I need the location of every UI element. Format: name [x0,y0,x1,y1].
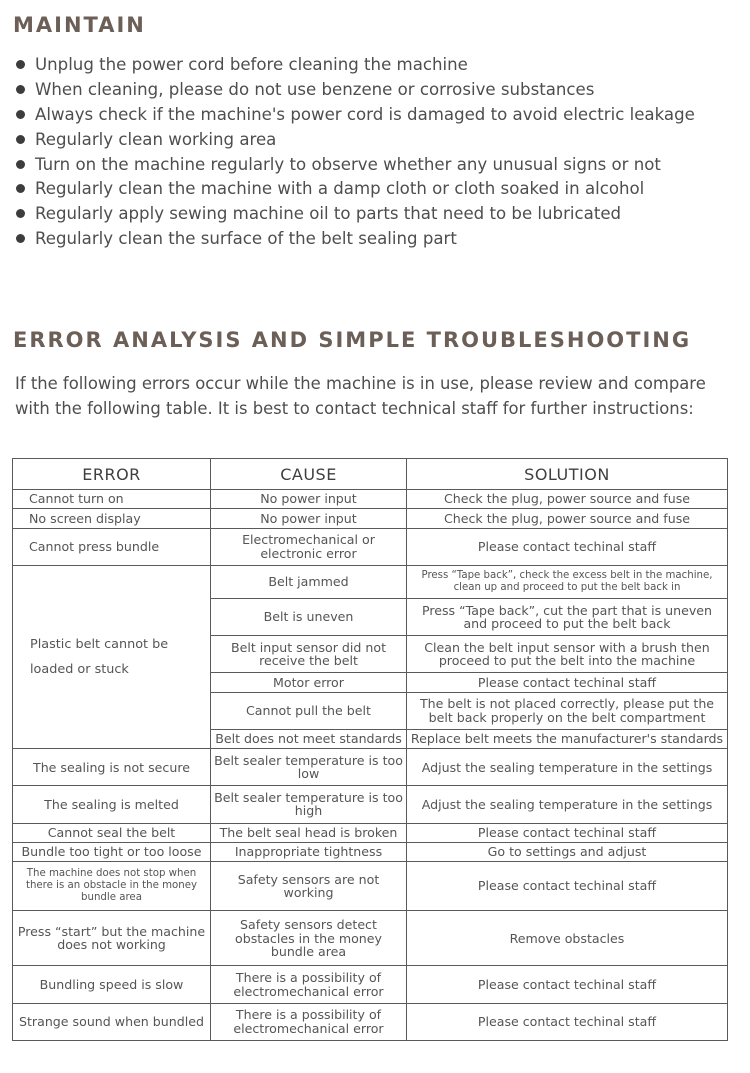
column-header-cause: CAUSE [211,459,407,490]
table-row [13,966,728,1003]
error-cell: Cannot turn on [13,490,211,509]
cause-cell: Belt jammed [211,565,407,598]
error-cell: Bundling speed is slow [13,966,211,1003]
troubleshooting-intro: If the following errors occur while the machine is in use, please review and compare with the following table. It is best to contact technical staff for further instructions: [15,374,706,418]
solution-cell: Check the plug, power source and fuse [407,490,728,509]
cause-cell: Electromechanical or electronic error [211,528,407,565]
list-item: Regularly clean the machine with a damp cloth or cloth soaked in alcohol [16,176,695,201]
solution-cell: Please contact techinal staff [407,966,728,1003]
table-row [13,911,728,966]
solution-cell: Please contact techinal staff [407,673,728,692]
cause-cell: Belt does not meet standards [211,729,407,748]
solution-cell: Remove obstacles [407,911,728,966]
cause-cell: Inappropriate tightness [211,842,407,861]
cause-cell: There is a possibility of electromechanical error [211,966,407,1003]
list-item: Regularly apply sewing machine oil to parts that need to be lubricated [16,201,695,226]
table-row [13,565,728,598]
solution-cell: Check the plug, power source and fuse [407,509,728,528]
bullet-icon [16,60,25,69]
list-item: Regularly clean the surface of the belt sealing part [16,226,695,251]
error-cell: Cannot seal the belt [13,823,211,842]
list-item: Unplug the power cord before cleaning the machine [16,52,695,77]
cause-cell: There is a possibility of electromechanical error [211,1003,407,1040]
bullet-icon [16,110,25,119]
solution-cell: The belt is not placed correctly, please put the belt back properly on the belt compartment [407,692,728,729]
cause-cell: Belt sealer temperature is too high [211,786,407,823]
bullet-icon [16,85,25,94]
solution-cell: Please contact techinal staff [407,528,728,565]
cause-cell: No power input [211,509,407,528]
bullet-icon [16,234,25,243]
error-cell: Strange sound when bundled [13,1003,211,1040]
error-cell: Bundle too tight or too loose [13,842,211,861]
cause-cell: Safety sensors detect obstacles in the money bundle area [211,911,407,966]
column-header-solution: SOLUTION [407,459,728,490]
list-item: When cleaning, please do not use benzene or corrosive substances [16,77,695,102]
cause-cell: The belt seal head is broken [211,823,407,842]
solution-cell: Clean the belt input sensor with a brush then proceed to put the belt into the machine [407,636,728,673]
cause-cell: Cannot pull the belt [211,692,407,729]
cause-cell: Belt input sensor did not receive the belt [211,636,407,673]
solution-cell: Adjust the sealing temperature in the settings [407,786,728,823]
table-row [13,490,728,509]
solution-cell: Please contact techinal staff [407,823,728,842]
maintain-title: MAINTAIN [13,13,146,37]
table-row [13,862,728,911]
solution-cell: Please contact techinal staff [407,1003,728,1040]
error-cell: The sealing is not secure [13,749,211,786]
solution-cell: Please contact techinal staff [407,862,728,911]
cause-cell: No power input [211,490,407,509]
error-cell: The sealing is melted [13,786,211,823]
error-cell: No screen display [13,509,211,528]
table-row [13,528,728,565]
table-row [13,842,728,861]
bullet-icon [16,184,25,193]
solution-cell: Replace belt meets the manufacturer's standards [407,729,728,748]
list-item: Always check if the machine's power cord is damaged to avoid electric leakage [16,102,695,127]
list-item: Regularly clean working area [16,127,695,152]
error-cell: The machine does not stop when there is an obstacle in the money bundle area [13,862,211,911]
troubleshooting-table [12,458,728,1041]
error-cell: Plastic belt cannot be loaded or stuck [13,565,211,748]
cause-cell: Belt is uneven [211,598,407,635]
cause-cell: Safety sensors are not working [211,862,407,911]
troubleshooting-title: ERROR ANALYSIS AND SIMPLE TROUBLESHOOTING [13,328,692,352]
table-row [13,786,728,823]
table-row [13,823,728,842]
table-row [13,749,728,786]
cause-cell: Belt sealer temperature is too low [211,749,407,786]
table-row [13,1003,728,1040]
table-row [13,509,728,528]
bullet-icon [16,160,25,169]
cause-cell: Motor error [211,673,407,692]
maintain-list [16,52,695,251]
solution-cell: Press “Tape back”, check the excess belt in the machine, clean up and proceed to put the belt back in [407,565,728,598]
bullet-icon [16,135,25,144]
list-item: Turn on the machine regularly to observe whether any unusual signs or not [16,152,695,177]
error-cell: Press “start” but the machine does not working [13,911,211,966]
solution-cell: Go to settings and adjust [407,842,728,861]
table-header-row [13,459,728,490]
column-header-error: ERROR [13,459,211,490]
solution-cell: Adjust the sealing temperature in the settings [407,749,728,786]
error-cell: Cannot press bundle [13,528,211,565]
bullet-icon [16,209,25,218]
solution-cell: Press “Tape back”, cut the part that is uneven and proceed to put the belt back [407,598,728,635]
